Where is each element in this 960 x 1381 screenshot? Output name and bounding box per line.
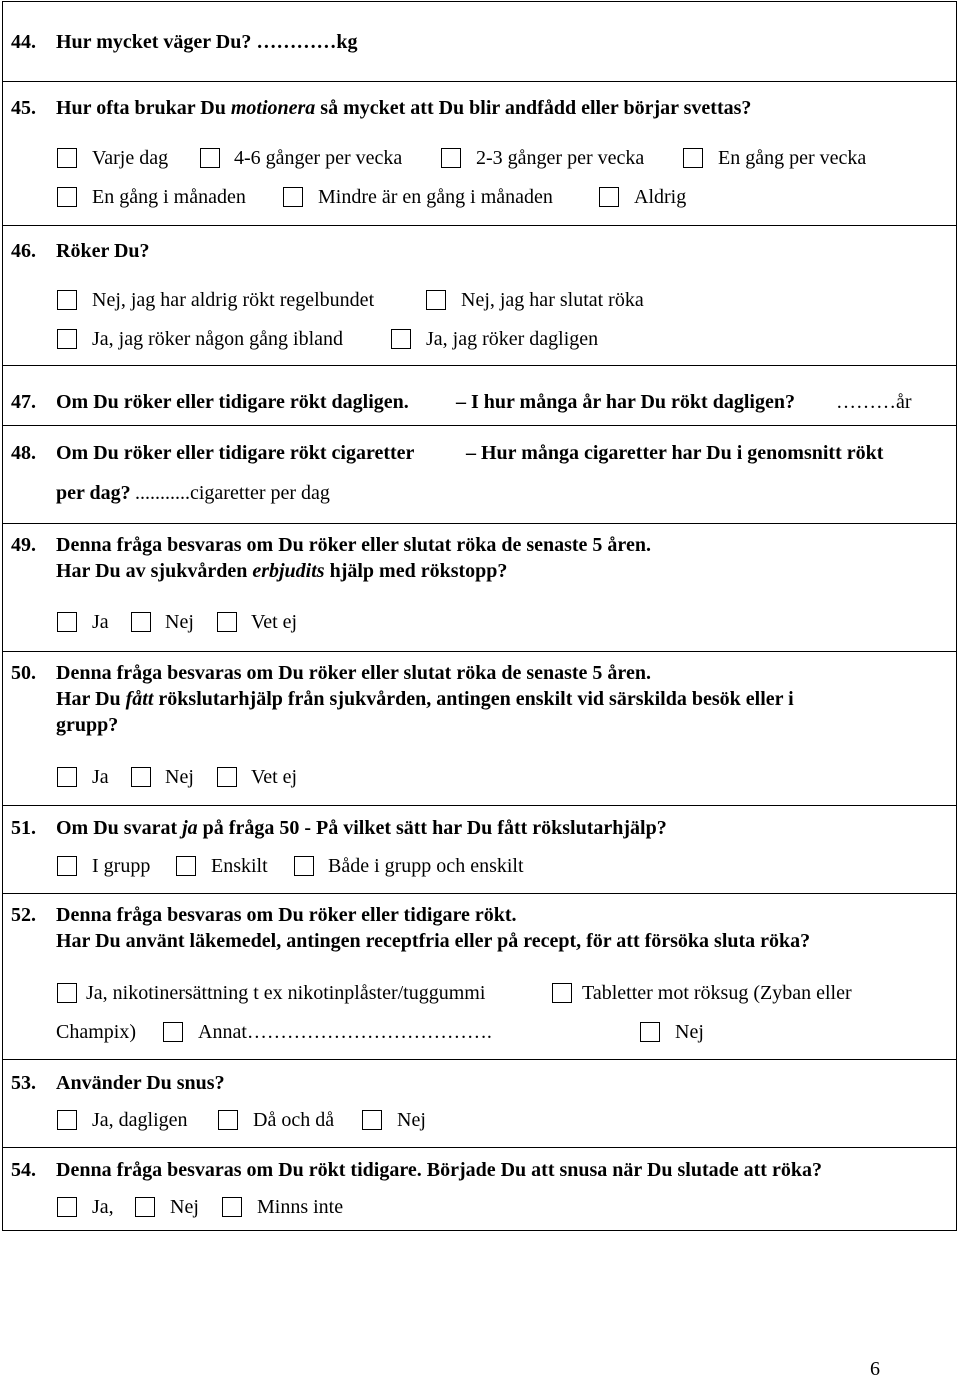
q52-other-field[interactable]: Annat………………………………. <box>198 1021 492 1043</box>
divider <box>2 225 957 226</box>
q50-text-line3: grupp? <box>56 714 119 736</box>
divider <box>2 1059 957 1060</box>
q46-option-label: Ja, jag röker dagligen <box>426 328 599 350</box>
q52-checkbox-other[interactable] <box>163 1022 183 1042</box>
divider <box>2 81 957 82</box>
q45-checkbox-less-monthly[interactable] <box>283 187 303 207</box>
q47-text: Om Du röker eller tidigare rökt dagligen. <box>56 391 409 413</box>
q52-checkbox-nicotine[interactable] <box>57 983 77 1003</box>
q53-number: 53. <box>11 1072 36 1094</box>
q46-number: 46. <box>11 240 36 262</box>
q48-cigarettes-field[interactable]: ...........cigaretter per dag <box>135 482 330 504</box>
q45-option-label: En gång i månaden <box>92 186 246 208</box>
q45-number: 45. <box>11 97 36 119</box>
q53-checkbox-no[interactable] <box>362 1110 382 1130</box>
q50-checkbox-no[interactable] <box>131 767 151 787</box>
q46-option-label: Nej, jag har slutat röka <box>461 289 644 311</box>
q45-checkbox-2-3[interactable] <box>441 148 461 168</box>
q49-condition: Denna fråga besvaras om Du röker eller slutat röka de senaste 5 åren. <box>56 534 651 556</box>
q51-text: Om Du svarat ja på fråga 50 - På vilket sätt har Du fått rökslutarhjälp? <box>56 817 667 839</box>
q45-checkbox-never[interactable] <box>599 187 619 207</box>
q53-checkbox-sometimes[interactable] <box>218 1110 238 1130</box>
q52-option-label-cont: Champix) <box>56 1021 136 1043</box>
q49-option-label: Ja <box>92 611 109 633</box>
q52-text: Har Du använt läkemedel, antingen receptfria eller på recept, för att försöka sluta röka? <box>56 930 811 952</box>
q46-text: Röker Du? <box>56 240 150 262</box>
q45-option-label: 4-6 gånger per vecka <box>234 147 403 169</box>
q50-option-label: Nej <box>165 766 194 788</box>
q45-checkbox-4-6[interactable] <box>200 148 220 168</box>
q46-checkbox-daily[interactable] <box>391 329 411 349</box>
q49-number: 49. <box>11 534 36 556</box>
q54-number: 54. <box>11 1159 36 1181</box>
q44-text: Hur mycket väger Du? …………kg <box>56 31 358 53</box>
q48-text: Om Du röker eller tidigare rökt cigaretter <box>56 442 415 464</box>
q53-text: Använder Du snus? <box>56 1072 225 1094</box>
q52-number: 52. <box>11 904 36 926</box>
q49-checkbox-unknown[interactable] <box>217 612 237 632</box>
q50-checkbox-yes[interactable] <box>57 767 77 787</box>
q53-option-label: Ja, dagligen <box>92 1109 188 1131</box>
divider <box>2 805 957 806</box>
q51-checkbox-both[interactable] <box>294 856 314 876</box>
q46-checkbox-never-smoked[interactable] <box>57 290 77 310</box>
q46-checkbox-quit[interactable] <box>426 290 446 310</box>
divider <box>2 893 957 894</box>
q54-option-label: Ja, <box>92 1196 114 1218</box>
divider <box>2 425 957 426</box>
q45-checkbox-weekly[interactable] <box>683 148 703 168</box>
q49-text: Har Du av sjukvården erbjudits hjälp med rökstopp? <box>56 560 508 582</box>
q54-checkbox-no[interactable] <box>135 1197 155 1217</box>
q49-checkbox-yes[interactable] <box>57 612 77 632</box>
q52-checkbox-no[interactable] <box>640 1022 660 1042</box>
q53-option-label: Då och då <box>253 1109 335 1131</box>
q50-option-label: Vet ej <box>251 766 298 788</box>
q52-option-label: Nej <box>675 1021 704 1043</box>
q53-option-label: Nej <box>397 1109 426 1131</box>
q46-option-label: Ja, jag röker någon gång ibland <box>92 328 344 350</box>
q45-option-label: Aldrig <box>634 186 687 208</box>
q52-condition: Denna fråga besvaras om Du röker eller tidigare rökt. <box>56 904 517 926</box>
q46-option-label: Nej, jag har aldrig rökt regelbundet <box>92 289 375 311</box>
page-number: 6 <box>870 1358 880 1380</box>
q45-option-label: En gång per vecka <box>718 147 867 169</box>
q50-text: Har Du fått rökslutarhjälp från sjukvården, antingen enskilt vid särskilda besök eller i <box>56 688 794 710</box>
q45-text: Hur ofta brukar Du motionera så mycket att Du blir andfådd eller börjar svettas? <box>56 97 752 119</box>
q46-checkbox-occasionally[interactable] <box>57 329 77 349</box>
q49-option-label: Vet ej <box>251 611 298 633</box>
q48-number: 48. <box>11 442 36 464</box>
q54-checkbox-dont-remember[interactable] <box>222 1197 242 1217</box>
q54-option-label: Nej <box>170 1196 199 1218</box>
q51-checkbox-individual[interactable] <box>176 856 196 876</box>
q54-option-label: Minns inte <box>257 1196 344 1218</box>
q54-checkbox-yes[interactable] <box>57 1197 77 1217</box>
q47-number: 47. <box>11 391 36 413</box>
q51-number: 51. <box>11 817 36 839</box>
q45-option-label: 2-3 gånger per vecka <box>476 147 645 169</box>
q47-text-years: – I hur många år har Du rökt dagligen? <box>456 391 795 413</box>
q50-condition: Denna fråga besvaras om Du röker eller slutat röka de senaste 5 åren. <box>56 662 651 684</box>
q49-checkbox-no[interactable] <box>131 612 151 632</box>
divider <box>2 365 957 366</box>
q50-number: 50. <box>11 662 36 684</box>
q50-option-label: Ja <box>92 766 109 788</box>
divider <box>2 1147 957 1148</box>
q52-option-label: Tabletter mot röksug (Zyban eller <box>582 982 852 1004</box>
q51-option-label: I grupp <box>92 855 151 877</box>
divider <box>2 651 957 652</box>
q53-checkbox-daily[interactable] <box>57 1110 77 1130</box>
q44-number: 44. <box>11 31 36 53</box>
q49-option-label: Nej <box>165 611 194 633</box>
q45-checkbox-daily[interactable] <box>57 148 77 168</box>
q47-years-field[interactable]: ………år <box>836 391 912 413</box>
q45-option-label: Mindre är en gång i månaden <box>318 186 553 208</box>
q50-checkbox-unknown[interactable] <box>217 767 237 787</box>
q45-checkbox-monthly[interactable] <box>57 187 77 207</box>
q51-option-label: Enskilt <box>211 855 268 877</box>
q52-option-label: Ja, nikotinersättning t ex nikotinplåster/tuggummi <box>86 982 486 1004</box>
q52-checkbox-tablets[interactable] <box>552 983 572 1003</box>
q51-checkbox-group[interactable] <box>57 856 77 876</box>
q48-text-line2: per dag? <box>56 482 131 504</box>
divider <box>2 523 957 524</box>
q45-option-label: Varje dag <box>92 147 169 169</box>
q48-text-count: – Hur många cigaretter har Du i genomsnitt rökt <box>466 442 884 464</box>
q54-text: Denna fråga besvaras om Du rökt tidigare. Började Du att snusa när Du slutade att röka? <box>56 1159 822 1181</box>
q51-option-label: Både i grupp och enskilt <box>328 855 524 877</box>
